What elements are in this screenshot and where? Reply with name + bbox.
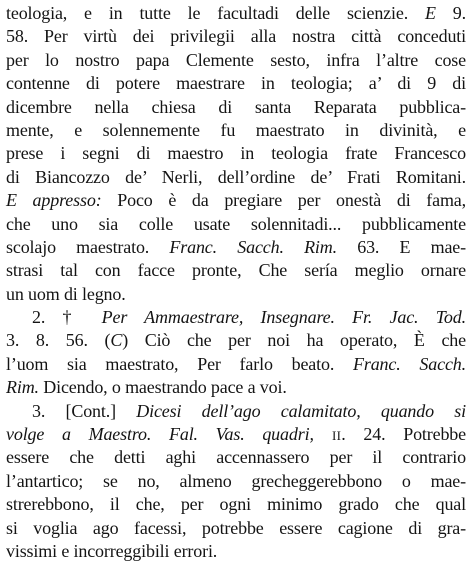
body-text: scolajo maestrato. <box>6 236 170 257</box>
italic-text: Franc. Sacch. Rim. <box>169 236 337 257</box>
text-line <box>6 119 466 142</box>
text-line <box>6 142 466 165</box>
body-text: 9. <box>435 3 466 23</box>
body-text: di Biancozzo de’ Nerli, dell’ordine de’ Frati Romitani. <box>6 166 466 187</box>
body-text: 63. E mae- <box>336 236 466 257</box>
body-text: strerebbono, il che, per ogni minimo grado che qual <box>6 494 466 515</box>
body-text: contenne di potere maestrare in teologia; a’ di 9 di <box>6 73 466 94</box>
text-line <box>6 306 466 329</box>
body-text: un uom di legno. <box>6 283 126 304</box>
text-line <box>6 353 466 376</box>
italic-text: Franc. Sacch. <box>353 353 466 374</box>
italic-text: E appresso: <box>6 190 102 211</box>
italic-text: E <box>425 3 436 23</box>
body-text: l’uom sia maestrato, Per farlo beato. <box>6 353 353 374</box>
text-line <box>6 540 466 563</box>
text-line <box>6 376 466 399</box>
body-text: essere che detti aghi accennassero per il contrario <box>6 447 466 468</box>
italic-text: volge a Maestro. Fal. Vas. quadri, <box>6 424 314 445</box>
text-line <box>6 213 466 236</box>
text-line <box>6 423 466 446</box>
text-line <box>6 72 466 95</box>
body-text: 58. Per virtù dei privilegii alla nostra città conceduti <box>6 26 466 47</box>
body-text: 3. [Cont.] <box>32 400 137 421</box>
body-text: prese i segni di maestro in teologia frate Francesco <box>6 143 466 164</box>
text-line <box>6 329 466 352</box>
italic-text: Rim. <box>6 377 39 398</box>
italic-text: Dicesi dell’ago calamitato, quando si <box>136 400 466 421</box>
body-text: l’antartico; se no, almeno grecheggerebbono o mae- <box>6 470 466 491</box>
text-line <box>6 493 466 516</box>
italic-text: Per Ammaestrare, Insegnare. Fr. Jac. Tod. <box>101 307 466 328</box>
body-text: teologia, e in tutte le facultadi delle scienzie. <box>6 3 425 23</box>
body-text: dicembre nella chiesa di santa Reparata pubblica- <box>6 96 466 117</box>
body-text: ) Ciò che per noi ha operato, È che <box>122 330 466 351</box>
body-text: Dicendo, o maestrando pace a voi. <box>38 377 287 398</box>
body-text: 3. 8. 56. ( <box>6 330 111 351</box>
text-line <box>6 259 466 282</box>
italic-text: C <box>110 330 123 351</box>
body-text: mente, e solennemente fu maestrato in divinità, e <box>6 119 466 140</box>
text-line <box>6 2 466 25</box>
body-text: . 24. Potrebbe <box>341 424 466 445</box>
text-line <box>6 283 466 306</box>
body-text: vissimi e incorreggibili errori. <box>6 540 218 561</box>
text-line <box>6 446 466 469</box>
text-line <box>6 470 466 493</box>
text-line <box>6 400 466 423</box>
text-line <box>6 49 466 72</box>
body-text: strasi tal con facce pronte, Che sería meglio ornare <box>6 260 466 281</box>
text-line <box>6 25 466 48</box>
text-line <box>6 166 466 189</box>
small-caps-text: ii <box>313 424 342 445</box>
body-text: 2. † <box>32 307 102 328</box>
text-line <box>6 236 466 259</box>
body-text: che uno sia colle usate solennitadi... pubblicamente <box>6 213 466 234</box>
text-line <box>6 96 466 119</box>
body-text: Poco è da pregiare per onestà di fama, <box>101 190 466 211</box>
body-text: si voglia ago facessi, potrebbe essere cagione di gra- <box>6 517 466 538</box>
body-text: per lo nostro papa Clemente sesto, infra l’altre cose <box>6 49 466 70</box>
text-line <box>6 189 466 212</box>
text-line <box>6 517 466 540</box>
